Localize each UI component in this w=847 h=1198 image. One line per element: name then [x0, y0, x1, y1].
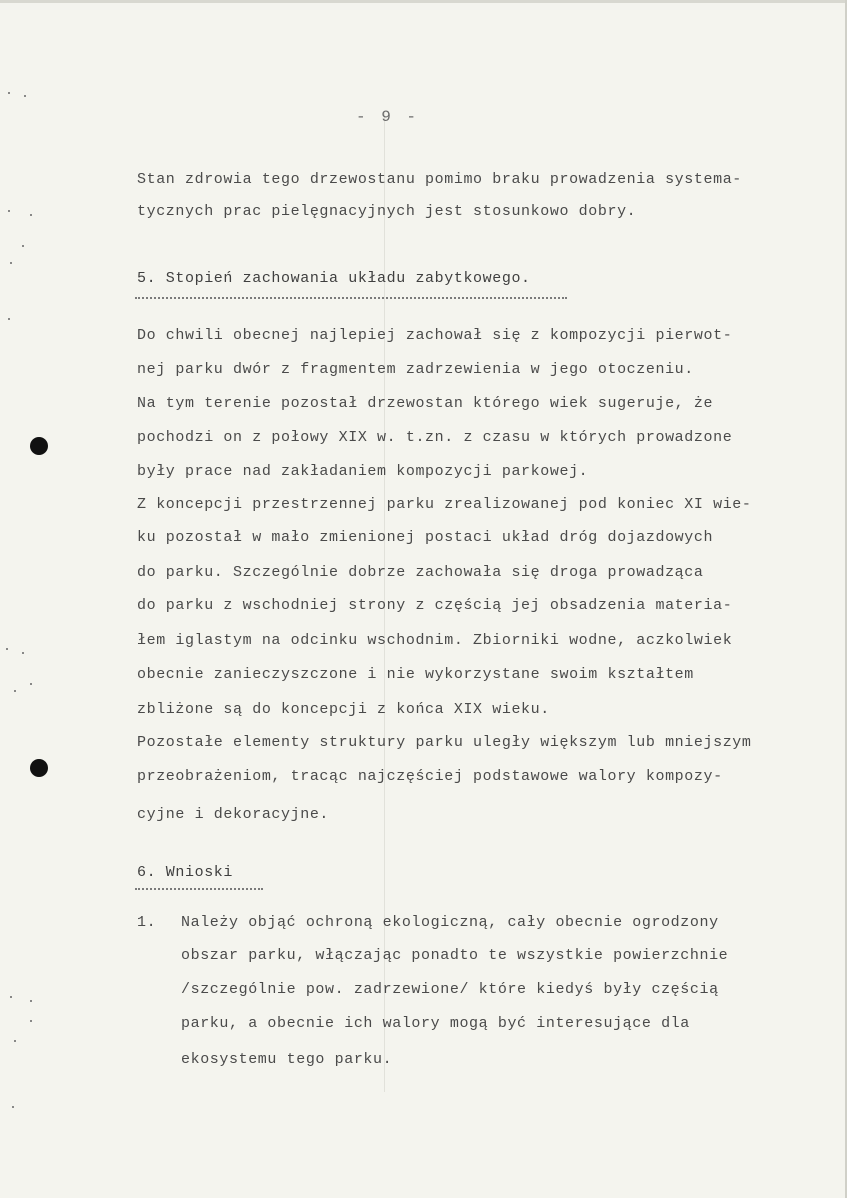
- list-item-line: obszar parku, włączając ponadto te wszystkie powierzchnie: [181, 947, 729, 964]
- margin-speck: [22, 245, 24, 247]
- page-number: - 9 -: [356, 108, 420, 126]
- section-5-line: były prace nad zakładaniem kompozycji parkowej.: [137, 463, 589, 480]
- margin-speck: [10, 996, 12, 998]
- section-5-line: obecnie zanieczyszczone i nie wykorzystane swoim kształtem: [137, 666, 694, 683]
- punch-hole-bottom: [30, 759, 48, 777]
- section-5-line: Z koncepcji przestrzennej parku zrealizowanej pod koniec XI wie-: [137, 496, 752, 513]
- margin-speck: [24, 95, 26, 97]
- list-item-line: /szczególnie pow. zadrzewione/ które kiedyś były częścią: [181, 981, 719, 998]
- section-5-heading: 5. Stopień zachowania układu zabytkowego.: [137, 270, 531, 287]
- margin-speck: [30, 214, 32, 216]
- margin-speck: [10, 262, 12, 264]
- margin-speck: [8, 318, 10, 320]
- section-5-line: cyjne i dekoracyjne.: [137, 806, 330, 823]
- list-item-line: Należy objąć ochroną ekologiczną, cały obecnie ogrodzony: [181, 914, 719, 931]
- section-5-line: pochodzi on z połowy XIX w. t.zn. z czasu w których prowadzone: [137, 429, 733, 446]
- section-5-line: ku pozostał w mało zmienionej postaci układ dróg dojazdowych: [137, 529, 714, 546]
- list-item-number: 1.: [137, 914, 157, 931]
- margin-speck: [12, 1106, 14, 1108]
- section-5-line: przeobrażeniom, tracąc najczęściej podstawowe walory kompozy-: [137, 768, 723, 785]
- margin-speck: [14, 690, 16, 692]
- margin-speck: [8, 92, 10, 94]
- list-item-line: parku, a obecnie ich walory mogą być interesujące dla: [181, 1015, 690, 1032]
- margin-speck: [8, 210, 10, 212]
- section-5-line: zbliżone są do koncepcji z końca XIX wieku.: [137, 701, 550, 718]
- margin-speck: [30, 1020, 32, 1022]
- intro-line: Stan zdrowia tego drzewostanu pomimo braku prowadzenia systema-: [137, 171, 742, 188]
- section-5-line: nej parku dwór z fragmentem zadrzewienia w jego otoczeniu.: [137, 361, 694, 378]
- list-item-line: ekosystemu tego parku.: [181, 1051, 393, 1068]
- section-5-heading-underline: [135, 297, 567, 299]
- intro-line: tycznych prac pielęgnacyjnych jest stosunkowo dobry.: [137, 203, 637, 220]
- punch-hole-top: [30, 437, 48, 455]
- section-5-line: Pozostałe elementy struktury parku uległy większym lub mniejszym: [137, 734, 752, 751]
- section-5-line: Na tym terenie pozostał drzewostan którego wiek sugeruje, że: [137, 395, 714, 412]
- section-5-line: łem iglastym na odcinku wschodnim. Zbiorniki wodne, aczkolwiek: [137, 632, 733, 649]
- section-5-line: do parku. Szczególnie dobrze zachowała się droga prowadząca: [137, 564, 704, 581]
- page-top-edge: [0, 0, 847, 3]
- section-6-heading: 6. Wnioski: [137, 864, 234, 881]
- margin-speck: [14, 1040, 16, 1042]
- section-5-line: Do chwili obecnej najlepiej zachował się z kompozycji pierwot-: [137, 327, 733, 344]
- margin-speck: [30, 683, 32, 685]
- margin-speck: [22, 652, 24, 654]
- margin-speck: [30, 1000, 32, 1002]
- margin-speck: [6, 648, 8, 650]
- section-5-line: do parku z wschodniej strony z częścią jej obsadzenia materia-: [137, 597, 733, 614]
- section-6-heading-underline: [135, 888, 263, 890]
